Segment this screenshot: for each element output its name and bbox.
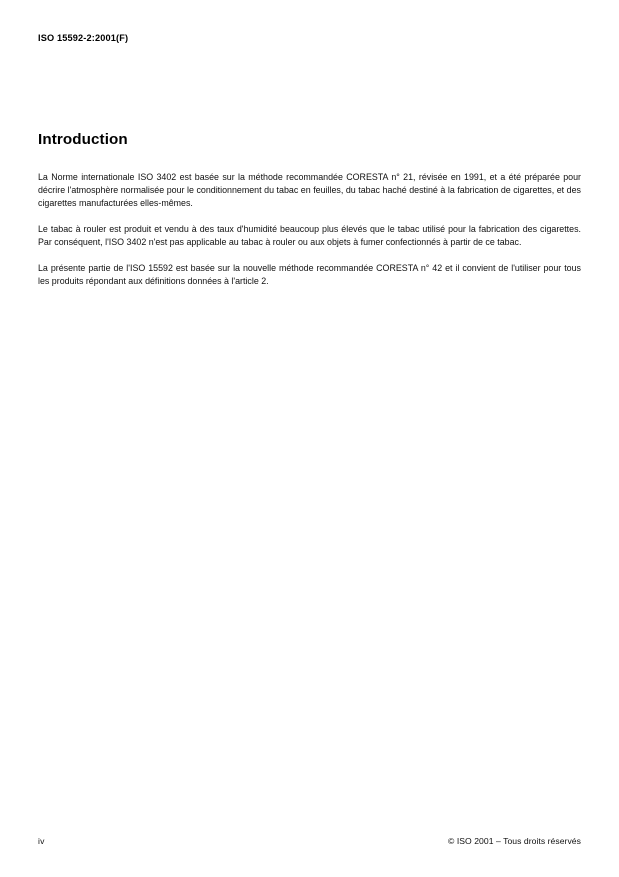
- introduction-paragraph-2: Le tabac à rouler est produit et vendu à des taux d'humidité beaucoup plus élevés que le tabac utilisé pour la fabrication des cigarettes. Par conséquent, l'ISO 3402 n'est pas applicable au tabac à rouler ou aux objets à fumer confectionnés à partir de ce tabac.: [38, 224, 581, 247]
- introduction-paragraph-3: La présente partie de l'ISO 15592 est basée sur la nouvelle méthode recommandée CORESTA n° 42 et il convient de l'utiliser pour tous les produits répondant aux définitions données à l'article 2.: [38, 263, 581, 287]
- document-header-reference: ISO 15592-2:2001(F): [38, 33, 129, 43]
- page-number: iv: [38, 836, 45, 846]
- introduction-paragraph-1: La Norme internationale ISO 3402 est basée sur la méthode recommandée CORESTA n° 21, révisée en 1991, et a été préparée pour décrire l'atmosphère normalisée pour le conditionnement du tabac en feuilles, du tabac haché destiné à la fabrication de cigarettes, et des cigarettes manufacturées elles-mêmes.: [38, 172, 581, 208]
- document-footer: [38, 836, 581, 846]
- document-body: [38, 131, 581, 288]
- page-title: Introduction: [38, 131, 128, 148]
- copyright-notice: © ISO 2001 – Tous droits réservés: [448, 836, 581, 846]
